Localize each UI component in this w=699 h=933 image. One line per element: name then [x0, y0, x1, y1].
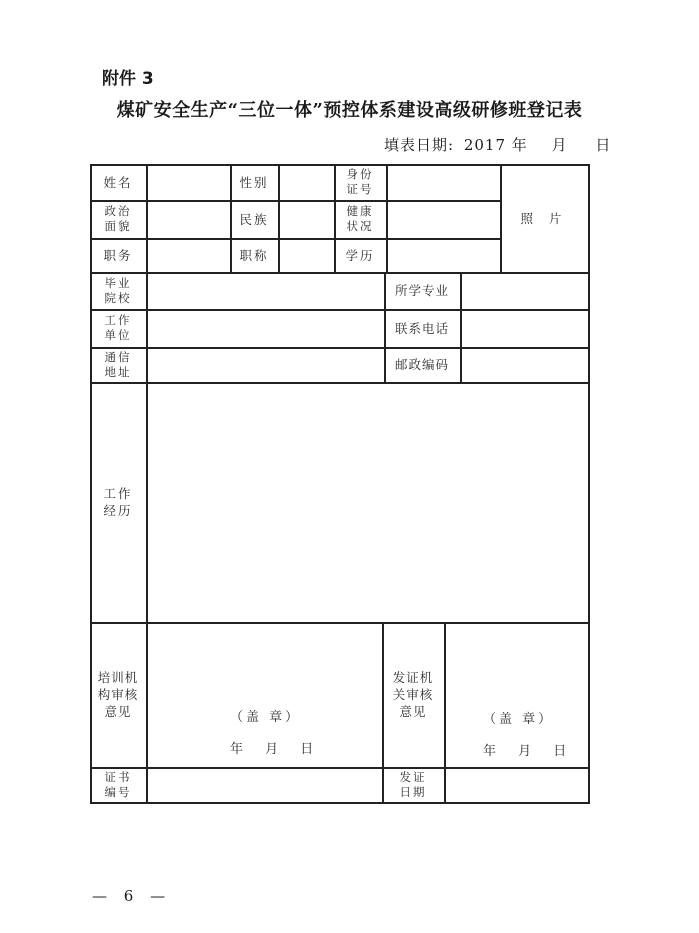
col-divider: [146, 272, 148, 802]
fill-date-month: 月: [551, 136, 568, 154]
row-divider: [90, 272, 590, 274]
registration-table: [90, 164, 590, 804]
training-review-label: 培训机 构审核 意见: [97, 670, 139, 719]
graduate-school-label: 毕业 院校: [104, 275, 132, 305]
issuing-date-line: 年 月 日: [483, 744, 576, 759]
education-label: 学历: [345, 247, 375, 263]
col-divider: [444, 622, 446, 802]
health-status-label: 健康 状况: [346, 204, 374, 233]
fill-date: [384, 134, 615, 155]
col-divider: [460, 272, 462, 382]
form-title: 煤矿安全生产“三位一体”预控体系建设高级研修班登记表: [116, 100, 583, 121]
issuing-stamp: （盖 章）: [483, 712, 555, 727]
name-label: 姓名: [103, 174, 133, 190]
row-divider: [90, 622, 590, 624]
attachment-label: 附件 3: [102, 69, 154, 89]
gender-label: 性别: [239, 174, 269, 190]
position-label: 职务: [103, 247, 133, 263]
photo-placeholder: 照 片: [520, 210, 568, 226]
ethnicity-label: 民族: [239, 211, 269, 227]
professional-title-label: 职称: [239, 247, 269, 263]
col-divider: [386, 164, 388, 272]
training-stamp: （盖 章）: [230, 710, 302, 725]
page-number: — 6 —: [92, 887, 172, 905]
fill-date-year: 2017 年: [463, 136, 528, 154]
row-divider: [90, 309, 590, 311]
major-label: 所学专业: [394, 283, 449, 298]
work-unit-label: 工作 单位: [104, 313, 132, 342]
issuing-review-label: 发证机 关审核 意见: [392, 670, 434, 719]
issue-date-label: 发证 日期: [399, 769, 427, 799]
phone-label: 联系电话: [394, 320, 449, 336]
table-border-bottom: [90, 802, 590, 804]
row-divider: [90, 767, 590, 769]
fill-date-day: 日: [595, 136, 612, 154]
address-label: 通信 地址: [104, 349, 132, 379]
postcode-label: 邮政编码: [394, 357, 449, 372]
certificate-number-label: 证书 编号: [104, 769, 132, 799]
training-date-line: 年 月 日: [230, 742, 323, 757]
political-status-label: 政治 面貌: [104, 204, 132, 233]
work-experience-label: 工作 经历: [103, 486, 133, 518]
id-number-label: 身份 证号: [346, 167, 374, 196]
table-border-right: [588, 164, 590, 804]
col-divider: [146, 164, 148, 272]
col-divider: [278, 164, 280, 272]
row-divider: [90, 238, 500, 240]
row-divider: [90, 382, 590, 384]
fill-date-label: 填表日期:: [384, 136, 455, 154]
row-divider: [90, 200, 500, 202]
row-divider: [90, 347, 590, 349]
